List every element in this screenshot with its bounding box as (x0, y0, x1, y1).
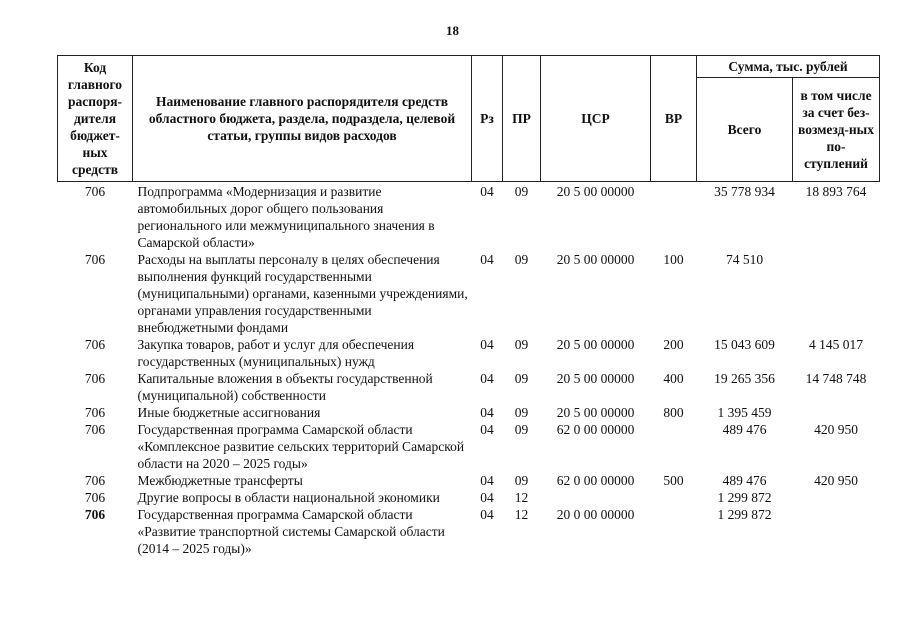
row-rz: 04 (480, 405, 494, 420)
row-name: Другие вопросы в области национальной экономики (137, 490, 440, 505)
row-code: 706 (84, 473, 106, 488)
row-csr: 20 5 00 00000 (556, 184, 635, 199)
row-vr: 200 (663, 337, 684, 352)
table-row (58, 182, 880, 252)
row-name: Подпрограмма «Модернизация и развитие автомобильных дорог общего пользования регионального или межмуниципального значения в Самарской области» (137, 184, 435, 250)
row-total: 74 510 (725, 252, 764, 267)
row-csr: 62 0 00 00000 (556, 422, 635, 437)
table-row (58, 336, 880, 370)
row-name: Расходы на выплаты персоналу в целях обеспечения выполнения функций государственными (муниципальными) органами, казенными учреждениями, органами управления государственными внебюджетными фондами (137, 252, 468, 335)
row-incl (793, 251, 880, 336)
row-csr: 20 5 00 00000 (556, 371, 635, 386)
row-total: 1 395 459 (717, 405, 772, 420)
row-csr: 20 5 00 00000 (556, 337, 635, 352)
header-code: Код главного распоря-дителя бюджет-ных средств (58, 56, 133, 182)
row-pr: 09 (514, 473, 529, 488)
header-csr: ЦСР (541, 56, 651, 182)
row-pr: 09 (514, 337, 529, 352)
row-code: 706 (84, 490, 106, 505)
row-rz: 04 (480, 184, 494, 199)
row-pr: 12 (514, 507, 529, 522)
header-total: Всего (697, 78, 793, 182)
row-pr: 12 (514, 490, 529, 505)
row-code: 706 (84, 184, 106, 199)
row-pr: 09 (514, 252, 529, 267)
row-code: 706 (84, 371, 106, 386)
row-total: 19 265 356 (714, 371, 775, 386)
row-pr: 09 (514, 405, 529, 420)
row-incl: 4 145 017 (809, 337, 863, 352)
row-rz: 04 (480, 473, 494, 488)
row-rz: 04 (480, 337, 494, 352)
row-code: 706 (84, 507, 106, 522)
table-row (58, 404, 880, 421)
header-including: в том числе за счет без-возмезд-ных по-ступлений (793, 78, 880, 182)
row-vr (651, 421, 697, 472)
header-pr: ПР (503, 56, 541, 182)
row-pr: 09 (514, 371, 529, 386)
row-name: Государственная программа Самарской области «Комплексное развитие сельских территорий Самарской области на 2020 – 2025 годы» (137, 422, 465, 471)
table-row (58, 370, 880, 404)
row-code: 706 (84, 252, 106, 267)
row-rz: 04 (480, 252, 494, 267)
row-code: 706 (84, 337, 106, 352)
row-incl: 14 748 748 (805, 371, 867, 386)
row-vr: 500 (663, 473, 684, 488)
header-name: Наименование главного распорядителя средств областного бюджета, раздела, подраздела, целевой статьи, группы видов расходов (133, 56, 472, 182)
row-total: 489 476 (722, 422, 767, 437)
row-incl: 420 950 (814, 422, 858, 437)
row-name: Межбюджетные трансферты (137, 473, 303, 488)
row-csr: 20 5 00 00000 (556, 405, 635, 420)
row-code: 706 (84, 405, 106, 420)
row-csr: 20 5 00 00000 (556, 252, 635, 267)
row-vr (651, 182, 697, 252)
row-name: Закупка товаров, работ и услуг для обеспечения государственных (муниципальных) нужд (137, 337, 415, 369)
table-row (58, 489, 880, 506)
header-vr: ВР (651, 56, 697, 182)
row-incl: 18 893 764 (805, 184, 867, 199)
row-name: Государственная программа Самарской области «Развитие транспортной системы Самарской области (2014 – 2025 годы)» (137, 507, 445, 556)
row-vr: 400 (663, 371, 684, 386)
page-number: 18 (446, 23, 459, 38)
row-total: 1 299 872 (717, 490, 772, 505)
row-code: 706 (84, 422, 106, 437)
row-rz: 04 (480, 490, 494, 505)
row-csr: 62 0 00 00000 (556, 473, 635, 488)
table-row (58, 506, 880, 557)
row-vr (651, 489, 697, 506)
row-csr (541, 489, 651, 506)
row-vr: 100 (663, 252, 684, 267)
row-rz: 04 (480, 422, 494, 437)
row-csr: 20 0 00 00000 (556, 507, 635, 522)
row-incl (793, 404, 880, 421)
header-rz: Рз (472, 56, 503, 182)
row-total: 1 299 872 (717, 507, 772, 522)
budget-table (57, 55, 880, 557)
row-incl (793, 506, 880, 557)
row-pr: 09 (514, 184, 529, 199)
row-total: 35 778 934 (714, 184, 775, 199)
row-name: Иные бюджетные ассигнования (137, 405, 321, 420)
header-sum: Сумма, тыс. рублей (697, 56, 880, 78)
row-incl: 420 950 (814, 473, 858, 488)
row-rz: 04 (480, 371, 494, 386)
row-name: Капитальные вложения в объекты государственной (муниципальной) собственности (137, 371, 433, 403)
row-vr: 800 (663, 405, 684, 420)
table-row (58, 472, 880, 489)
row-total: 489 476 (722, 473, 767, 488)
row-incl (793, 489, 880, 506)
row-rz: 04 (480, 507, 494, 522)
row-pr: 09 (514, 422, 529, 437)
row-total: 15 043 609 (714, 337, 775, 352)
row-vr (651, 506, 697, 557)
table-row (58, 251, 880, 336)
table-row (58, 421, 880, 472)
